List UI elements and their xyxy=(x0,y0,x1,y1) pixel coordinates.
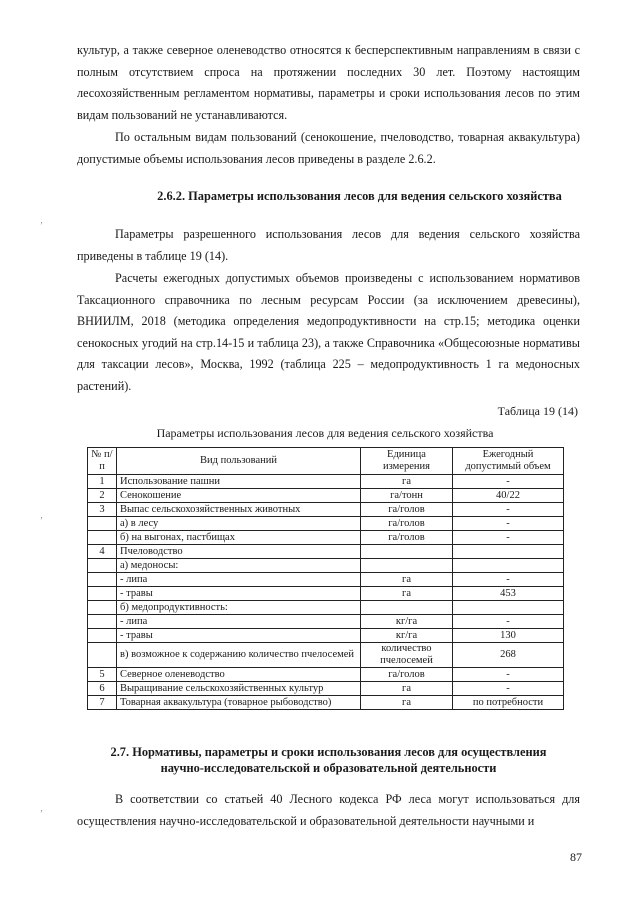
cell-kind: - травы xyxy=(117,587,361,601)
table-row xyxy=(88,696,564,710)
table-row xyxy=(88,682,564,696)
table-label: Таблица 19 (14) xyxy=(497,404,578,418)
table-row xyxy=(88,545,564,559)
cell-kind: в) возможное к содержанию количество пчелосемей xyxy=(117,643,361,668)
cell-kind: а) в лесу xyxy=(117,517,361,531)
cell-unit: га/голов xyxy=(361,531,453,545)
cell-volume: - xyxy=(453,475,564,489)
table-caption: Параметры использования лесов для ведения сельского хозяйства xyxy=(156,426,494,440)
cell-volume xyxy=(453,601,564,615)
cell-unit xyxy=(361,601,453,615)
scan-artifact-mark: ‚ xyxy=(40,510,43,520)
cell-num xyxy=(88,643,117,668)
cell-num: 4 xyxy=(88,545,117,559)
cell-num xyxy=(88,573,117,587)
section-heading-2-7 xyxy=(77,744,580,776)
cell-unit xyxy=(361,559,453,573)
cell-kind: - травы xyxy=(117,629,361,643)
cell-unit: кг/га xyxy=(361,615,453,629)
section-heading-2-7-line1: 2.7. Нормативы, параметры и сроки использования лесов для осуществления xyxy=(110,745,547,759)
cell-volume: - xyxy=(453,531,564,545)
scan-artifact-mark: ‚ xyxy=(40,803,43,813)
page-number: 87 xyxy=(570,850,582,864)
paragraph-3: Параметры разрешенного использования лесов для ведения сельского хозяйства приведены в таблице 19 (14). xyxy=(77,227,580,263)
cell-unit: га xyxy=(361,696,453,710)
cell-num xyxy=(88,517,117,531)
table-row xyxy=(88,559,564,573)
cell-volume: - xyxy=(453,517,564,531)
cell-unit: га xyxy=(361,682,453,696)
table-row xyxy=(88,475,564,489)
cell-unit: га/голов xyxy=(361,517,453,531)
cell-kind: Использование пашни xyxy=(117,475,361,489)
cell-num xyxy=(88,601,117,615)
cell-volume: - xyxy=(453,503,564,517)
cell-volume: - xyxy=(453,682,564,696)
paragraph-2: По остальным видам пользований (сенокошение, пчеловодство, товарная аквакультура) допустимые объемы использования лесов приведены в разделе 2.6.2. xyxy=(77,130,580,166)
cell-num xyxy=(88,559,117,573)
table-row xyxy=(88,601,564,615)
scan-artifact-mark: ‚ xyxy=(40,215,43,225)
cell-volume xyxy=(453,545,564,559)
cell-unit: кг/га xyxy=(361,629,453,643)
header-volume: Ежегодный допустимый объем xyxy=(453,448,564,475)
cell-volume: - xyxy=(453,668,564,682)
cell-unit: га xyxy=(361,587,453,601)
table-row xyxy=(88,615,564,629)
cell-kind: Пчеловодство xyxy=(117,545,361,559)
cell-num: 6 xyxy=(88,682,117,696)
cell-unit: га xyxy=(361,573,453,587)
table-row xyxy=(88,573,564,587)
table-row xyxy=(88,531,564,545)
cell-volume: 268 xyxy=(453,643,564,668)
paragraph-4: Расчеты ежегодных допустимых объемов произведены с использованием нормативов Таксационного справочника по лесным ресурсам России (за исключением древесины), ВНИИЛМ, 2018 (методика определения медопродуктивности на стр.15; методика оценки сенокосных угодий на стр.14-15 и таблица 23), а также Справочника «Общесоюзные нормативы для таксации лесов», Москва, 1992 (таблица 225 – медопродуктивность 1 га медоносных растений). xyxy=(77,271,580,393)
cell-kind: б) на выгонах, пастбищах xyxy=(117,531,361,545)
table-row xyxy=(88,517,564,531)
section-heading-2-6-2: 2.6.2. Параметры использования лесов для ведения сельского хозяйства xyxy=(157,189,562,203)
cell-volume: - xyxy=(453,573,564,587)
cell-volume xyxy=(453,559,564,573)
cell-unit: га/голов xyxy=(361,503,453,517)
cell-kind: б) медопродуктивность: xyxy=(117,601,361,615)
paragraph-1: культур, а также северное оленеводство относятся к бесперспективным направлениям в связи с полным отсутствием спроса на протяжении последних 30 лет. Поэтому настоящим лесохозяйственным регламентом нормативы, параметры и сроки использования лесов по этим видам пользований не устанавливаются. xyxy=(77,43,580,122)
cell-volume: по потребности xyxy=(453,696,564,710)
cell-volume: 453 xyxy=(453,587,564,601)
table-row xyxy=(88,629,564,643)
cell-kind: - липа xyxy=(117,573,361,587)
cell-unit: количество пчелосемей xyxy=(361,643,453,668)
table-row xyxy=(88,643,564,668)
cell-unit: га xyxy=(361,475,453,489)
cell-num: 5 xyxy=(88,668,117,682)
cell-num: 2 xyxy=(88,489,117,503)
cell-volume: - xyxy=(453,615,564,629)
cell-kind: а) медоносы: xyxy=(117,559,361,573)
section-heading-2-7-line2: научно-исследовательской и образовательной деятельности xyxy=(160,761,497,775)
table-row xyxy=(88,503,564,517)
table-row xyxy=(88,668,564,682)
table-header-row xyxy=(88,448,564,475)
cell-kind: Выпас сельскохозяйственных животных xyxy=(117,503,361,517)
cell-num xyxy=(88,587,117,601)
header-kind: Вид пользований xyxy=(117,448,361,475)
cell-kind: Выращивание сельскохозяйственных культур xyxy=(117,682,361,696)
cell-kind: Северное оленеводство xyxy=(117,668,361,682)
cell-unit: га/тонн xyxy=(361,489,453,503)
cell-volume: 40/22 xyxy=(453,489,564,503)
cell-kind: - липа xyxy=(117,615,361,629)
cell-num: 1 xyxy=(88,475,117,489)
cell-unit xyxy=(361,545,453,559)
cell-num xyxy=(88,629,117,643)
usage-parameters-table xyxy=(87,447,564,710)
cell-num: 7 xyxy=(88,696,117,710)
cell-kind: Сенокошение xyxy=(117,489,361,503)
paragraph-5: В соответствии со статьей 40 Лесного кодекса РФ леса могут использоваться для осуществления научно-исследовательской и образовательной деятельности научными и xyxy=(77,792,580,828)
header-num: № п/п xyxy=(88,448,117,475)
header-unit: Единица измерения xyxy=(361,448,453,475)
cell-kind: Товарная аквакультура (товарное рыбоводство) xyxy=(117,696,361,710)
table-row xyxy=(88,587,564,601)
cell-num xyxy=(88,531,117,545)
cell-num: 3 xyxy=(88,503,117,517)
cell-num xyxy=(88,615,117,629)
cell-unit: га/голов xyxy=(361,668,453,682)
cell-volume: 130 xyxy=(453,629,564,643)
table-row xyxy=(88,489,564,503)
